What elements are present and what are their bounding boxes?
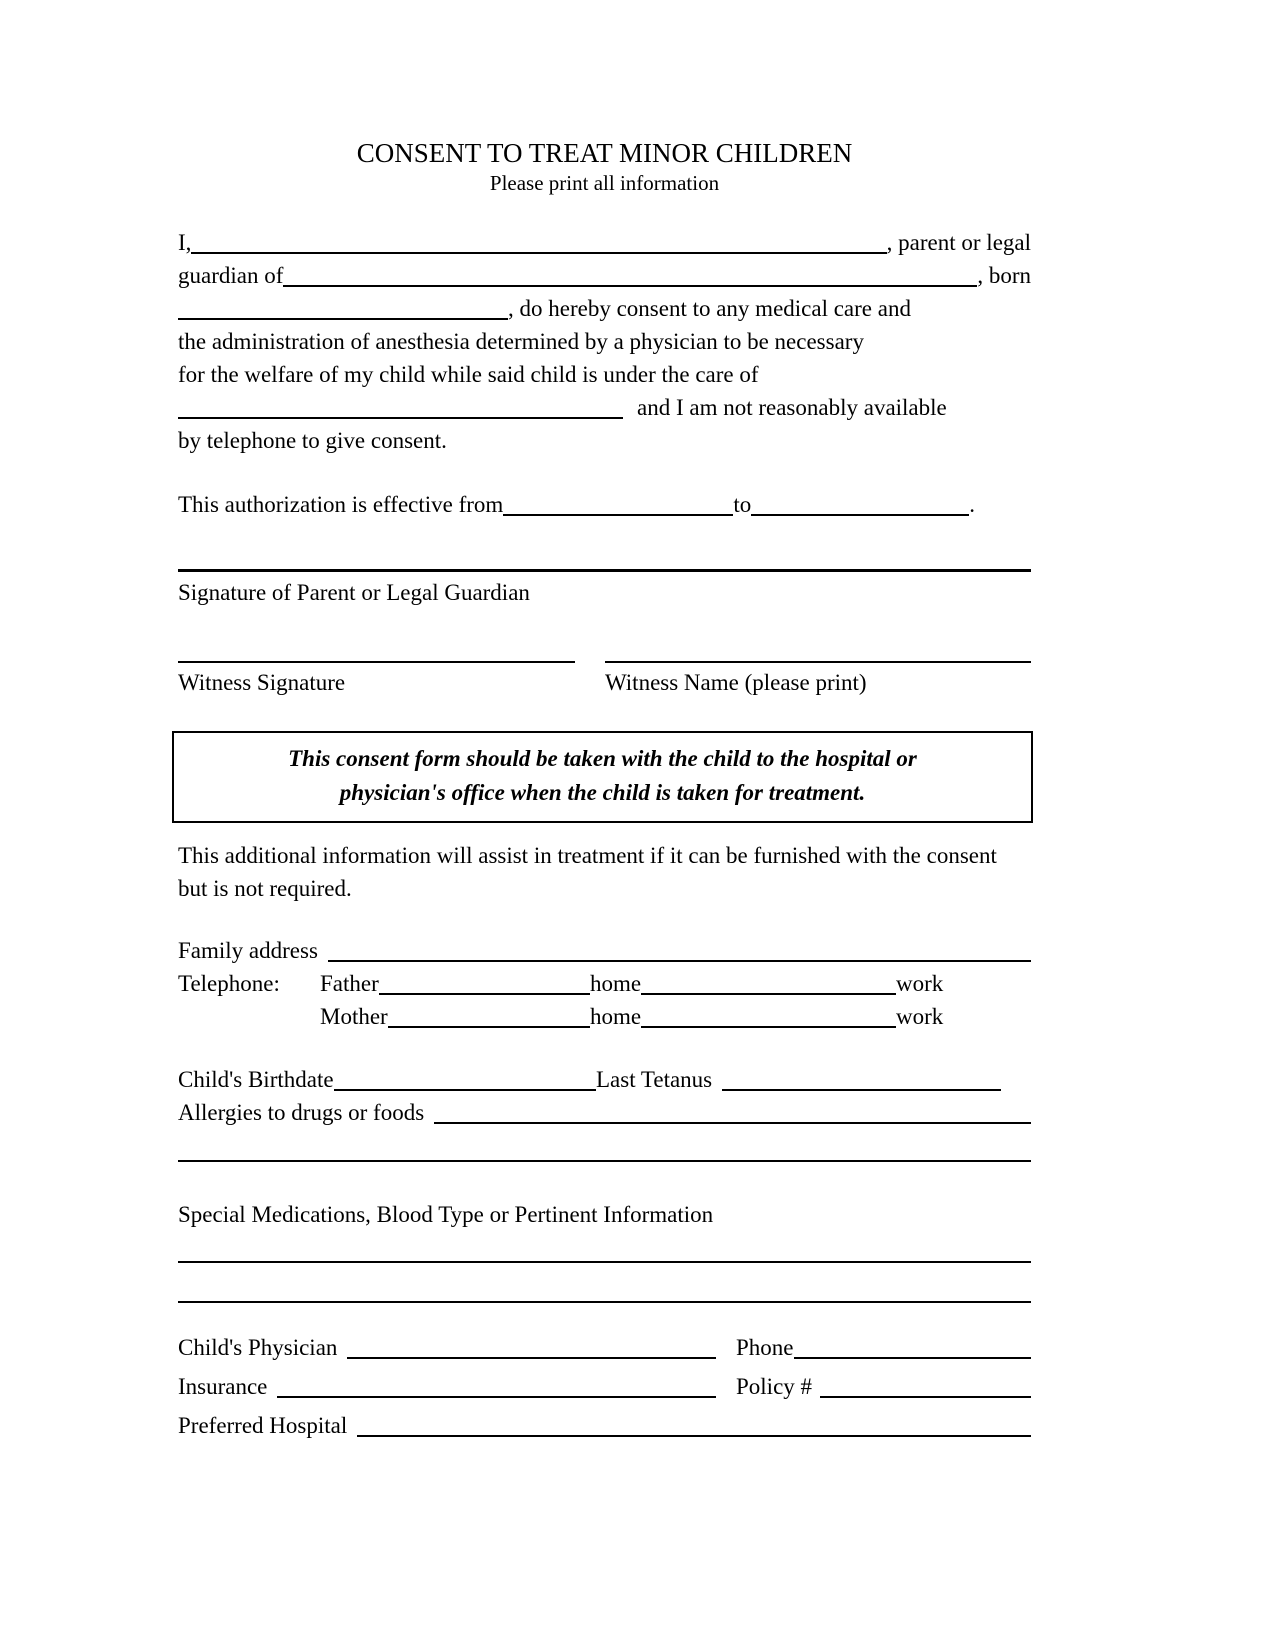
special-medications-field-1[interactable] bbox=[178, 1261, 1031, 1263]
authorization-to-label: to bbox=[733, 492, 752, 517]
father-home-cell bbox=[590, 967, 896, 1000]
mother-cell bbox=[320, 1000, 590, 1033]
childs-physician-field[interactable] bbox=[347, 1357, 716, 1359]
consent-line2-suffix: , born bbox=[977, 263, 1031, 288]
form-subtitle: Please print all information bbox=[489, 171, 720, 195]
form-content bbox=[178, 138, 1031, 1448]
father-phone-field[interactable] bbox=[379, 993, 590, 995]
mother-work-label: work bbox=[896, 1004, 944, 1029]
additional-info-intro: This additional information will assist in treatment if it can be furnished with the consent but is not required. bbox=[178, 843, 997, 901]
consent-paragraph bbox=[178, 226, 1031, 457]
childs-physician-label: Child's Physician bbox=[178, 1335, 338, 1360]
witness-signature-column bbox=[178, 661, 575, 699]
telephone-label: Telephone: bbox=[178, 971, 280, 996]
insurance-cell bbox=[178, 1370, 736, 1403]
mother-phone-field[interactable] bbox=[388, 1026, 590, 1028]
insurance-label: Insurance bbox=[178, 1374, 268, 1399]
consent-line7-text: by telephone to give consent. bbox=[178, 428, 447, 453]
consent-line-3 bbox=[178, 292, 1031, 325]
birth-date-field[interactable] bbox=[178, 318, 508, 320]
mother-home-cell bbox=[590, 1000, 896, 1033]
allergies-label: Allergies to drugs or foods bbox=[178, 1100, 425, 1125]
witness-name-field[interactable] bbox=[605, 661, 1031, 663]
special-medications-label: Special Medications, Blood Type or Pertinent Information bbox=[178, 1202, 714, 1227]
consent-line-6 bbox=[178, 391, 1031, 424]
birthdate-cell bbox=[178, 1063, 596, 1096]
form-title: CONSENT TO TREAT MINOR CHILDREN bbox=[356, 138, 853, 168]
family-address-field[interactable] bbox=[328, 960, 1031, 962]
allergies-field[interactable] bbox=[434, 1122, 1031, 1124]
consent-line4-text: the administration of anesthesia determined by a physician to be necessary bbox=[178, 329, 864, 354]
parent-signature-label: Signature of Parent or Legal Guardian bbox=[178, 580, 530, 605]
parent-signature-field[interactable] bbox=[178, 569, 1031, 572]
consent-line1-suffix: , parent or legal bbox=[886, 230, 1031, 255]
telephone-father-row bbox=[178, 967, 1031, 1000]
physician-section bbox=[178, 1331, 1031, 1448]
father-label: Father bbox=[320, 971, 379, 996]
childs-birthdate-field[interactable] bbox=[334, 1089, 596, 1091]
effective-from-field[interactable] bbox=[503, 514, 733, 516]
insurance-policy-row bbox=[178, 1370, 1031, 1409]
phone-label: Phone bbox=[736, 1335, 794, 1360]
phone-field[interactable] bbox=[794, 1357, 1032, 1359]
policy-label: Policy # bbox=[736, 1374, 813, 1399]
effective-to-field[interactable] bbox=[751, 514, 969, 516]
preferred-hospital-field[interactable] bbox=[357, 1435, 1031, 1437]
mother-home-label: home bbox=[590, 1004, 642, 1029]
witness-signature-label: Witness Signature bbox=[178, 670, 346, 695]
mother-home-phone-field[interactable] bbox=[641, 1026, 896, 1028]
physician-phone-row bbox=[178, 1331, 1031, 1370]
witness-name-column bbox=[605, 661, 1031, 699]
last-tetanus-label: Last Tetanus bbox=[596, 1067, 713, 1092]
preferred-hospital-label: Preferred Hospital bbox=[178, 1413, 348, 1438]
notice-line-1: This consent form should be taken with the child to the hospital or bbox=[288, 746, 917, 771]
allergies-row bbox=[178, 1096, 1031, 1129]
notice-box bbox=[172, 731, 1033, 823]
family-address-label: Family address bbox=[178, 938, 318, 963]
witness-signature-field[interactable] bbox=[178, 661, 575, 663]
allergies-continuation-field[interactable] bbox=[178, 1160, 1031, 1162]
witness-name-label: Witness Name (please print) bbox=[605, 670, 867, 695]
consent-line3-suffix: , do hereby consent to any medical care and bbox=[508, 296, 911, 321]
witness-section bbox=[178, 661, 1031, 699]
telephone-mother-row bbox=[178, 1000, 1031, 1033]
mother-label: Mother bbox=[320, 1004, 388, 1029]
child-name-field[interactable] bbox=[283, 285, 977, 287]
caregiver-name-field[interactable] bbox=[178, 417, 623, 419]
consent-line2-prefix: guardian of bbox=[178, 263, 284, 288]
father-work-label: work bbox=[896, 971, 944, 996]
father-cell bbox=[320, 967, 590, 1000]
last-tetanus-field[interactable] bbox=[722, 1089, 1001, 1091]
policy-number-field[interactable] bbox=[820, 1396, 1031, 1398]
consent-line-4 bbox=[178, 325, 1031, 358]
consent-line1-prefix: I, bbox=[178, 230, 192, 255]
family-address-row bbox=[178, 934, 1031, 967]
authorization-prefix: This authorization is effective from bbox=[178, 492, 504, 517]
special-medications-field-2[interactable] bbox=[178, 1301, 1031, 1303]
consent-line5-text: for the welfare of my child while said child is under the care of bbox=[178, 362, 759, 387]
authorization-period: . bbox=[969, 492, 975, 517]
consent-line-5 bbox=[178, 358, 1031, 391]
physician-cell bbox=[178, 1331, 736, 1364]
father-home-label: home bbox=[590, 971, 642, 996]
consent-line-7 bbox=[178, 424, 1031, 457]
authorization-row bbox=[178, 488, 1031, 521]
consent-line6-suffix: and I am not reasonably available bbox=[637, 395, 947, 420]
notice-line-2: physician's office when the child is taken for treatment. bbox=[339, 780, 866, 805]
preferred-hospital-row bbox=[178, 1409, 1031, 1448]
insurance-field[interactable] bbox=[277, 1396, 716, 1398]
parent-name-field[interactable] bbox=[191, 252, 886, 254]
birthdate-tetanus-row bbox=[178, 1063, 1001, 1096]
consent-line-2 bbox=[178, 259, 1031, 292]
father-home-phone-field[interactable] bbox=[641, 993, 896, 995]
childs-birthdate-label: Child's Birthdate bbox=[178, 1067, 334, 1092]
consent-line-1 bbox=[178, 226, 1031, 259]
